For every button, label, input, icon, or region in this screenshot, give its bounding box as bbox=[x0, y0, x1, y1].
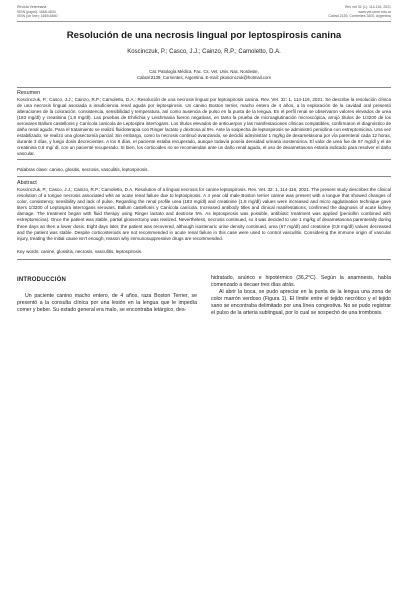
abstract-text: Koscinczuk, P.; Casco, J.J.; Cainzo, R.P.; Camoletto, D.A. Resolution of a lingual necrosis for canine leptospirosis. Rev. Vet. 32: 1, 114-116, 2021. The present study describes the clinical resolution of a tongue necrosis associated whit an acute renal failure due to leptospirosis. A 4 year old male Boston terrier canine was present with a tongue that showed changes of color, consistency, sensibility and lack of pulse. Regarding the renal profile urea (183 mg/dl) and creatinine (1.8 mg/dl) values were increased and micro agglutination technique gave titers 1/3200 of Leptospira interrogans serovars, Ballum castellonis y Canícola canícola. Increased antibody titles and clinical manifestations, confirmed the diagnosis of acute kidney damage. The treatment began with fluid therapy using Ringer lactato and dextrose 5%. As leptospirosis was possible, antibiotic treatment was applied (penicillin combined with estreptomicina). Once the patient was stable, partial glossectomy was realized. Nevertheless, necrosis continued, so it was decided to use 1 mg/kg of dexametasona parenterally during three days an then a lower dosis. Eight days later, the patient was recovered, although isostenuric urine density continued, urea (67 mg/dl) and creatinine (0,8 mg/dl) values decreased and the patient was stable. Despite corticosteroids are not recommended in acute renal failure in this case were used to control vasculitis. Considering the immune origin of vascular injury, treating the initial cause isn't enough, reason why immunosuppressive drugs are recommended. bbox=[17, 187, 391, 241]
issn-print: ISSN (papel): 1668-4834 bbox=[17, 9, 56, 14]
body-columns bbox=[17, 275, 391, 318]
journal-name: Revista Veterinaria bbox=[17, 5, 47, 9]
resumen-keywords: Palabras clave: canino, glositis, necrosis, vasculitis, leptospirosis. bbox=[17, 167, 149, 173]
section-title: INTRODUCCIÓN bbox=[17, 276, 67, 283]
article-title: Resolución de una necrosis lingual por leptospirosis canina bbox=[66, 29, 342, 41]
header-right bbox=[328, 5, 391, 19]
body-paragraph: Al abrir la boca, se pudo apreciar en la punta de la lengua una zona de color marrón verdoso (Figura 1). El límite entre el tejido necrótico y el tejido sano se encontraba delimitado por una línea congestiva. No se pudo registrar el pulso de la arteria sublingual, por lo cual se sospechó de una trombosis. bbox=[211, 288, 391, 317]
right-column bbox=[211, 275, 391, 318]
issn-online: ISSN (on line): 1669-6840 bbox=[17, 14, 58, 19]
article-authors: Koscinczuk, P.; Casco, J.J.; Cainzo, R.P.; Camoletto, D.A. bbox=[127, 48, 281, 55]
left-column bbox=[17, 275, 197, 318]
running-header bbox=[17, 5, 391, 19]
volume-info: Rev vet 32 (1): 114-116, 2021 bbox=[345, 5, 391, 9]
abstract-heading: Abstract bbox=[17, 180, 37, 187]
affiliation-line-2: Cabral 2139, Corrientes, Argentina. E-mail: pkoscinczuk@hotmail.com bbox=[136, 74, 272, 80]
abstract-keywords: Key words: canine, glossitis, necrosis, vasculitis, leptospirosis. bbox=[17, 248, 143, 254]
affiliation-line-1: Cat. Patología Médica, Fac. Cs. Vet. Univ. Nac. Nordeste, bbox=[149, 68, 259, 74]
header-divider bbox=[17, 21, 391, 22]
body-paragraph: Un paciente canino macho entero, de 4 años, raza Boston Terrier, se presentó a la consulta clínica por una lesión en la lengua que le impedía comer y beber. Su estado general era malo, se encontraba letárgico, des- bbox=[17, 292, 197, 313]
affiliation bbox=[17, 69, 391, 81]
resumen-text: Koscinczuk, P.; Casco, J.J.; Cainzo, R.P.; Camoletto, D.A.: Resolución de una necrosis lingual por leptospirosis canina. Rev. Vet. 32: 1, 114-116, 2021. Se describe la resolución clínica de una necrosis lingual asociada a insuficiencia renal aguda por leptospirosis. Un canino Boston terrier, macho entero de 4 años, a la exploración de la cavidad oral presentó alteraciones de la coloración, consistencia, sensibilidad y temperatura, así como ausencia de pulso en la punta de la lengua. En el perfil renal se observaron valores elevados de urea (183 mg/dl) y creatinina (1,8 mg/dl). Las pruebas de Ehrlichia y Leishmania fueron negativas, en tanto la prueba de microaglutinación microscópica, arrojó títulos de 1/3200 de los serovares Ballum castellonis y Canícola canícola de Leptospira interrogans. Los títulos elevados de anticuerpos y las manifestaciones clínicas compatibles, confirmaron el diagnóstico de daño renal agudo. Para el tratamiento se realizó fluidoterapia con Ringer lactato y dextrosa al 5%. Ante la sospecha de leptospirosis se administró penicilina con estreptomicina. Una vez estabilizado, se realizó una glosectomía parcial. Sin embargo, como la necrosis continuó avanzando, se decidió administrar 1 mg/kg de dexametasona por vía parenteral cada 12 horas, durante 3 días, y luego dosis decrecientes. A los 8 días, el paciente estaba recuperado, aunque todavía poseía densidad urinaria isostenúrica. El valor de urea fue de 67 mg/dl y el de creatinina 0,8 mg/ dl, con un paciente recuperado. Si bien, los corticoides no se recomiendan ante un daño renal agudo, el uso de dexametasona estaría indicado para resolver el daño vascular. bbox=[17, 96, 391, 157]
header-left bbox=[17, 5, 57, 19]
resumen-heading: Resumen bbox=[17, 89, 41, 96]
body-paragraph: hidratado, anúrico e hipotérmico (36,2°C). Según la anamnesis, había comenzado a decaer tres días atrás. bbox=[211, 274, 391, 288]
journal-url: www.vet.unne.edu.ar bbox=[358, 9, 391, 14]
resumen-box bbox=[17, 87, 391, 160]
journal-address: Cabral 2139, Corrientes 3400, Argentina bbox=[328, 14, 391, 19]
abstract-box bbox=[17, 176, 391, 259]
